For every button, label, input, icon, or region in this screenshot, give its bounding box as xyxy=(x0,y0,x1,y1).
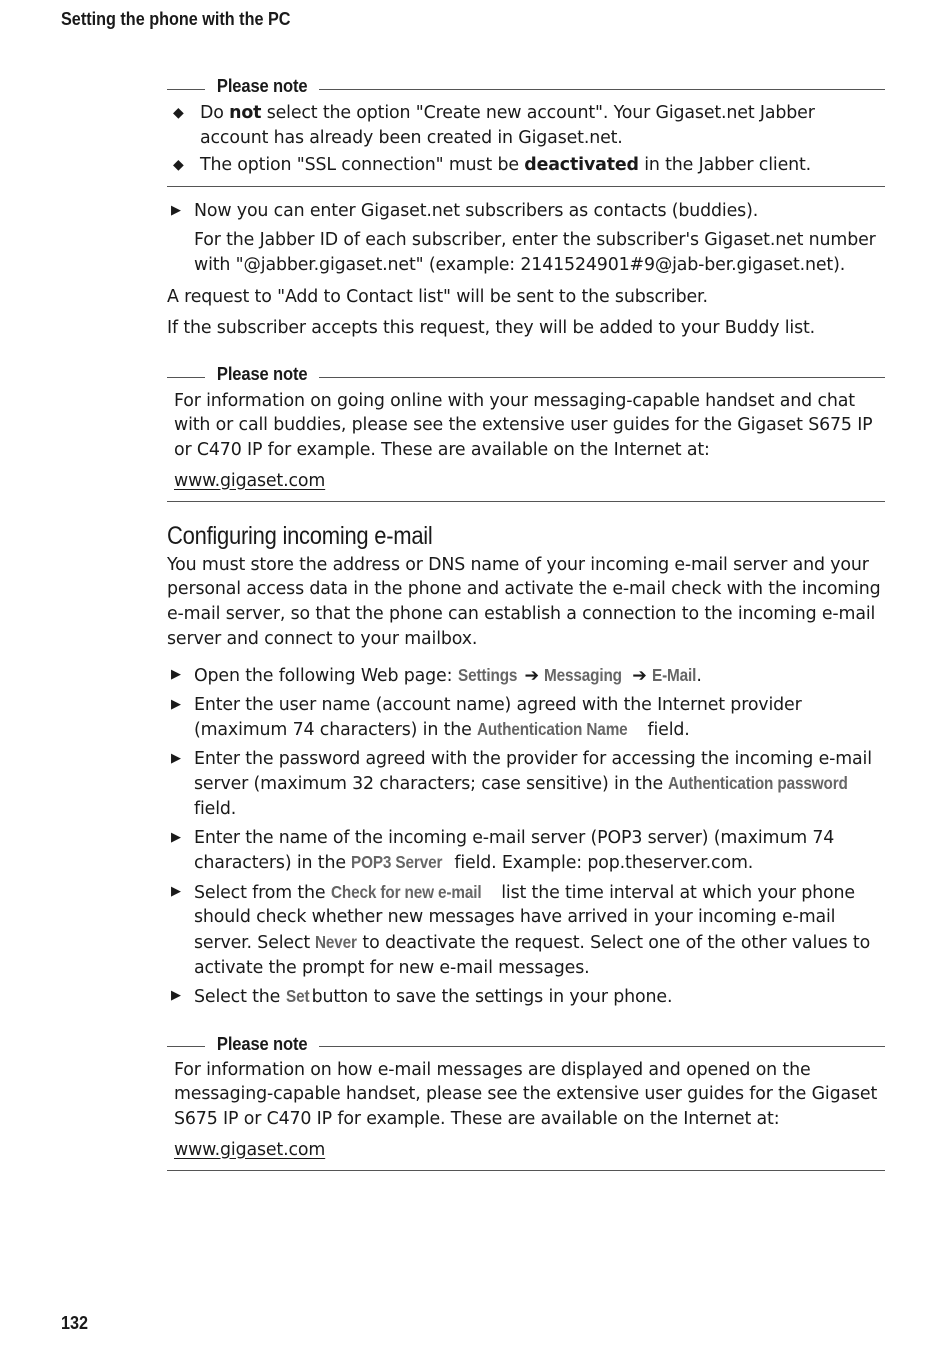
step-text: Select the Set button to save the settings in your phone. xyxy=(194,986,673,1008)
arrow-right-icon: ➔ xyxy=(632,666,647,687)
step-text: Enter the user name (account name) agreed with the Internet provider (maximum 74 characters) in the Authentication Name field. xyxy=(194,694,802,741)
note-box xyxy=(167,72,885,187)
divider xyxy=(167,377,205,378)
step-text: Open the following Web page: Settings ➔ Messaging ➔ E-Mail. xyxy=(194,665,702,687)
list-item-text: The option "SSL connection" must be deactivated in the Jabber client. xyxy=(200,155,812,176)
list-item xyxy=(167,101,885,150)
note-text: For information on going online with your messaging-capable handset and chat with or call buddies, please see the extensive user guides for the Gigaset S675 IP or C470 IP for example. These are available on the Internet at: xyxy=(174,390,873,460)
ui-label: Set xyxy=(285,986,310,1007)
step-detail: For the Jabber ID of each subscriber, enter the subscriber's Gigaset.net number with "@jabber.gigaset.net" (example: 2141524901#9@jab-ber.gigaset.net). xyxy=(194,230,876,275)
step-item xyxy=(167,826,885,876)
step-text: Select from the Check for new e-mail list the time interval at which your phone should check whether new messages have arrived in your incoming e-mail server. Select Never to deactivate the request. Select one of the other values to activate the prompt for new e-mail messages. xyxy=(194,881,871,978)
ui-label: Check for new e-mail xyxy=(330,881,482,902)
step-item xyxy=(167,880,885,980)
divider xyxy=(319,1046,885,1047)
step-item xyxy=(167,663,885,689)
ui-label: Authentication password xyxy=(668,773,849,794)
step-text: Enter the name of the incoming e-mail server (POP3 server) (maximum 74 characters) in the POP3 Server field. Example: pop.theserver.com. xyxy=(194,827,835,874)
divider xyxy=(167,89,205,90)
note-title: Please note xyxy=(216,75,308,96)
step-item xyxy=(167,984,885,1010)
page-number: 132 xyxy=(61,1313,89,1333)
list-item xyxy=(167,153,885,178)
section-heading: Configuring incoming e-mail xyxy=(167,522,433,551)
website-link[interactable]: www.gigaset.com xyxy=(174,470,326,491)
section-intro: You must store the address or DNS name of your incoming e-mail server and your personal access data in the phone and activate the e-mail check with the incoming e-mail server, so that the phone can establish a connection to the incoming e-mail server and connect to your mailbox. xyxy=(167,554,881,649)
step-item xyxy=(167,747,885,822)
triangle-step-icon: ▶ xyxy=(171,202,181,218)
triangle-step-icon: ▶ xyxy=(171,883,181,899)
triangle-step-icon: ▶ xyxy=(171,988,181,1004)
diamond-bullet-icon: ◆ xyxy=(173,105,184,121)
step-text: Enter the password agreed with the provider for accessing the incoming e-mail server (maximum 32 characters; case sensitive) in the Authentication password field. xyxy=(194,748,872,820)
divider xyxy=(319,89,885,90)
page-content xyxy=(167,70,885,1171)
arrow-right-icon: ➔ xyxy=(524,666,539,687)
triangle-step-icon: ▶ xyxy=(171,667,181,683)
divider xyxy=(319,377,885,378)
paragraph: A request to "Add to Contact list" will be sent to the subscriber. xyxy=(167,286,708,307)
note-header xyxy=(167,74,885,98)
note-text: For information on how e-mail messages are displayed and opened on the messaging-capable handset, please see the extensive user guides for the Gigaset S675 IP or C470 IP for example. These are available on the Internet at: xyxy=(174,1059,878,1129)
note-title: Please note xyxy=(216,364,308,385)
ui-label: Messaging xyxy=(544,665,623,686)
divider xyxy=(167,1046,205,1047)
triangle-step-icon: ▶ xyxy=(171,696,181,712)
triangle-step-icon: ▶ xyxy=(171,750,181,766)
website-link[interactable]: www.gigaset.com xyxy=(174,1139,326,1160)
ui-label: E-Mail xyxy=(652,665,697,686)
note-title: Please note xyxy=(216,1033,308,1054)
triangle-step-icon: ▶ xyxy=(171,829,181,845)
list-item-text: Do not select the option "Create new account". Your Gigaset.net Jabber account has already been created in Gigaset.net. xyxy=(200,103,815,148)
ui-label: Never xyxy=(315,932,358,953)
diamond-bullet-icon: ◆ xyxy=(173,157,184,174)
note-header xyxy=(167,363,885,387)
ui-label: POP3 Server xyxy=(351,852,443,873)
step-item xyxy=(167,693,885,743)
note-header xyxy=(167,1032,885,1056)
ui-label: Authentication Name xyxy=(477,719,628,740)
ui-label: Settings xyxy=(457,665,517,686)
note-box xyxy=(167,1030,885,1171)
step-item xyxy=(167,199,885,224)
note-box xyxy=(167,361,885,502)
step-text: Now you can enter Gigaset.net subscribers as contacts (buddies). xyxy=(194,200,759,221)
paragraph: If the subscriber accepts this request, they will be added to your Buddy list. xyxy=(167,318,816,339)
running-header: Setting the phone with the PC xyxy=(61,9,291,29)
